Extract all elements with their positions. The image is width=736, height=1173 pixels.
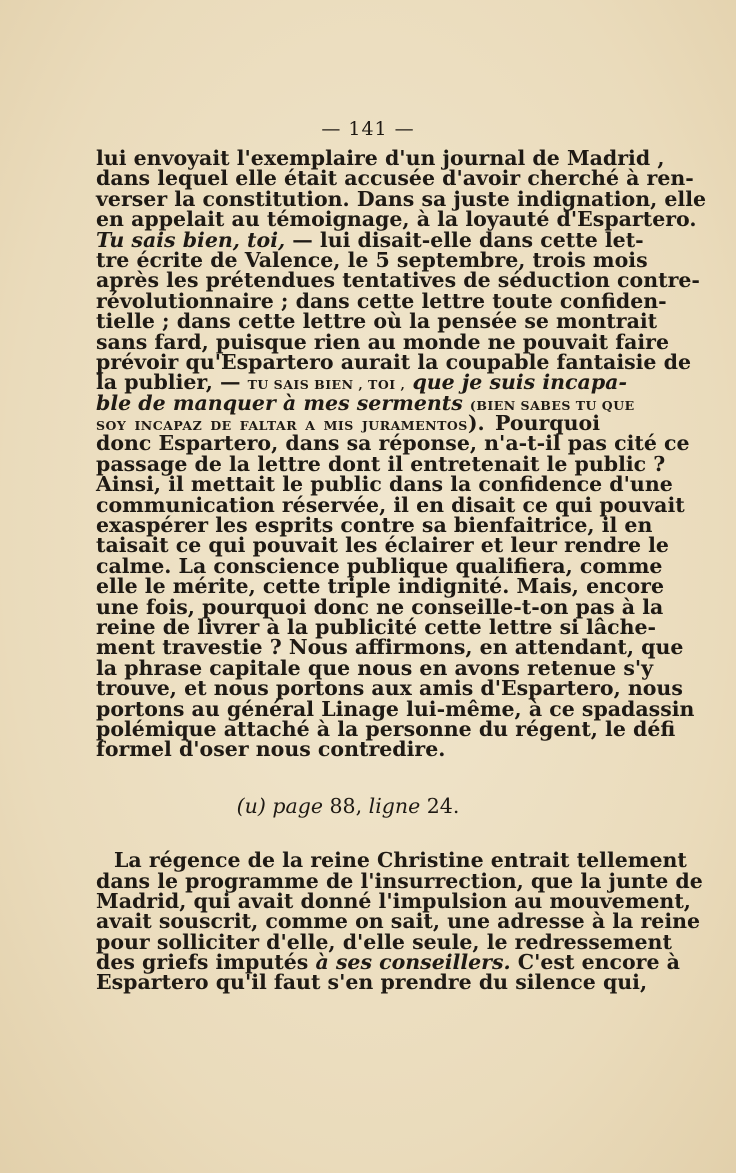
text-line: dans le programme de l'insurrection, que la junte de — [96, 868, 703, 893]
text-line: la publier, — TU SAIS BIEN , TOI , que je suis incapa- — [96, 370, 627, 395]
page-body — [96, 146, 707, 995]
text-line: révolutionnaire ; dans cette lettre toute confiden- — [96, 288, 667, 313]
note-heading: (u) page 88, ligne 24. — [236, 793, 460, 818]
text-line: trouve, et nous portons aux amis d'Espartero, nous — [96, 676, 683, 701]
text-line: calme. La conscience publique qualifiera, comme — [96, 553, 663, 578]
text-line: la phrase capitale que nous en avons retenue s'y — [96, 655, 654, 680]
text-line: donc Espartero, dans sa réponse, n'a-t-il pas cité ce — [96, 431, 690, 456]
small-caps-quote: TU SAIS BIEN , TOI , — [247, 377, 406, 393]
italic-quote: ble de manquer à mes serments — [96, 390, 463, 415]
text-line: dans lequel elle était accusée d'avoir cherché à ren- — [96, 166, 694, 191]
text-line: tielle ; dans cette lettre où la pensée se montrait — [96, 309, 658, 334]
text-line: exaspérer les esprits contre sa bienfaitrice, il en — [96, 513, 653, 538]
text-line: communication réservée, il en disait ce qui pouvait — [96, 492, 685, 517]
text-line: lui envoyait l'exemplaire d'un journal de Madrid , — [96, 146, 665, 170]
text-line: après les prétendues tentatives de séduction contre- — [96, 268, 700, 293]
text-line: en appelait au témoignage, à la loyauté d'Espartero. — [96, 207, 697, 232]
text-line: tre écrite de Valence, le 5 septembre, trois mois — [96, 247, 648, 272]
italic-phrase: à ses conseillers. — [315, 950, 511, 975]
text-line: verser la constitution. Dans sa juste indignation, elle — [96, 186, 707, 211]
text-line: portons au général Linage lui-même, à ce spadassin — [96, 696, 695, 721]
text-line: Ainsi, il mettait le public dans la confidence d'une — [96, 472, 673, 497]
text-line: taisait ce qui pouvait les éclairer et leur rendre le — [96, 533, 669, 558]
text-line: passage de la lettre dont il entretenait le public ? — [96, 451, 666, 476]
text-line: Espartero qu'il faut s'en prendre du silence qui, — [96, 970, 648, 995]
small-caps-spanish: SOY INCAPAZ DE FALTAR A MIS JURAMENTOS — [96, 418, 468, 434]
text-line: Tu sais bien, toi, — lui disait-elle dans cette let- — [96, 227, 644, 252]
text-line: avait souscrit, comme on sait, une adresse à la reine — [96, 909, 701, 934]
small-caps-spanish: (BIEN SABES TU QUE — [469, 397, 635, 413]
text-line: pour solliciter d'elle, d'elle seule, le redressement — [96, 929, 672, 954]
text-line: La régence de la reine Christine entrait tellement — [114, 848, 687, 873]
italic-quote: que je suis incapa- — [412, 370, 627, 395]
text-line: formel d'oser nous contredire. — [96, 737, 446, 762]
text-line: prévoir qu'Espartero aurait la coupable fantaisie de — [96, 349, 691, 374]
text-line: SOY INCAPAZ DE FALTAR A MIS JURAMENTOS). Pourquoi — [96, 411, 600, 436]
text-line: des griefs imputés à ses conseillers. C'est encore à — [96, 950, 680, 975]
text-line: sans fard, puisque rien au monde ne pouvait faire — [96, 329, 669, 354]
italic-quote: Tu sais bien, toi, — [96, 227, 286, 252]
text-line: reine de livrer à la publicité cette lettre si lâche- — [96, 614, 657, 639]
text-line: ment travestie ? Nous affirmons, en attendant, que — [96, 635, 684, 660]
text-line — [96, 390, 635, 415]
text-line: une fois, pourquoi donc ne conseille-t-on pas à la — [96, 594, 664, 619]
text-line: polémique attaché à la personne du régent, le défi — [96, 716, 676, 741]
text-line: Madrid, qui avait donné l'impulsion au mouvement, — [96, 888, 691, 913]
page-number: — 141 — — [321, 118, 415, 140]
text-line: elle le mérite, cette triple indignité. Mais, encore — [96, 574, 665, 599]
